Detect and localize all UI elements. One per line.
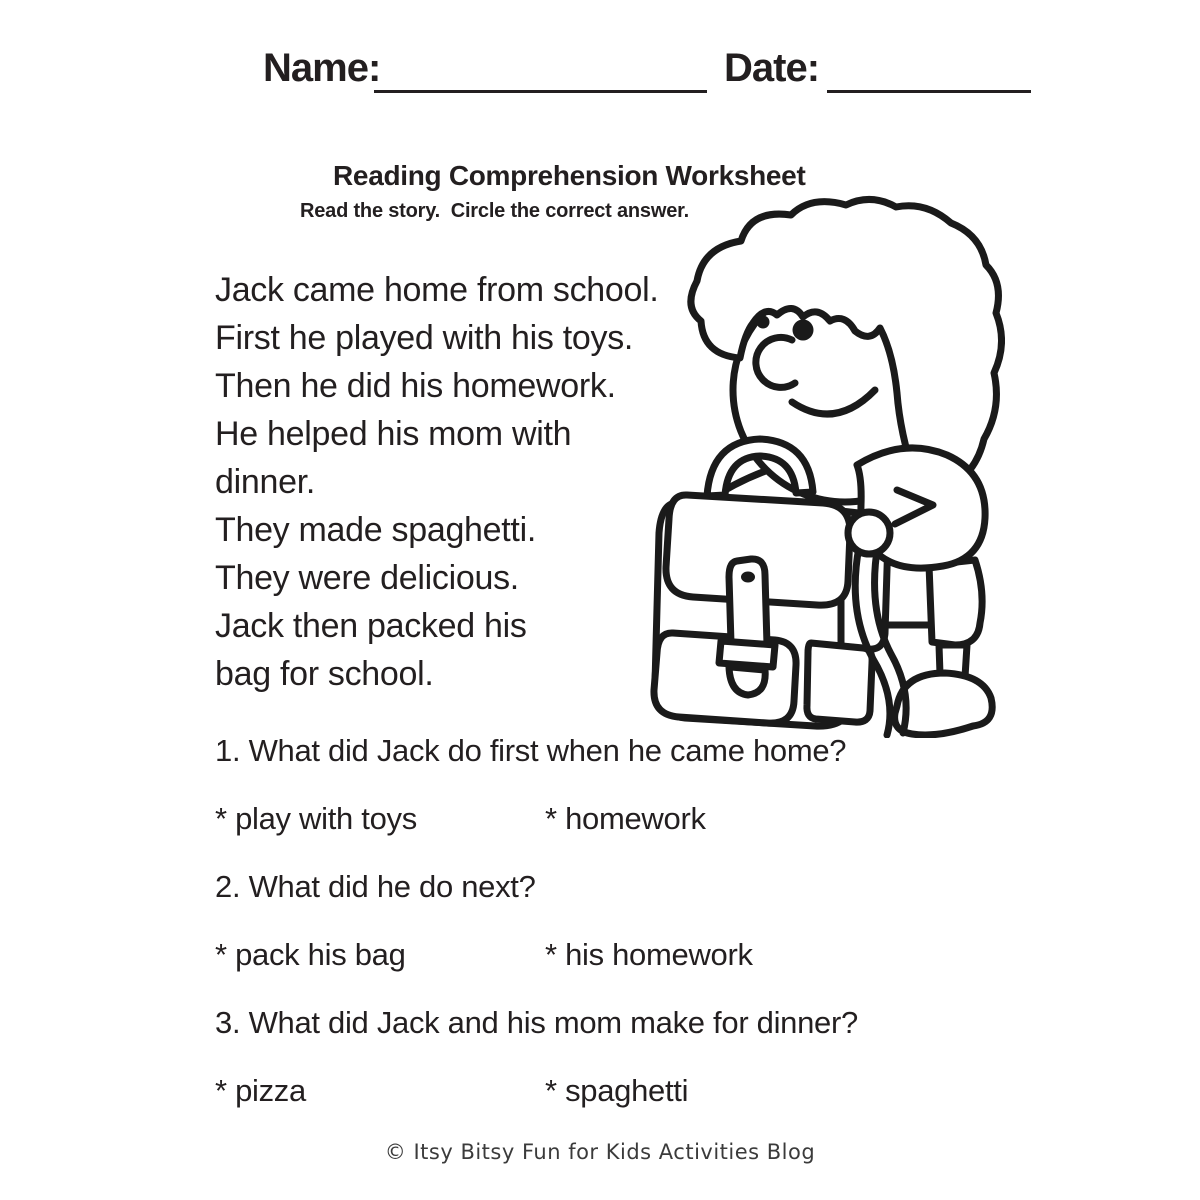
story-line: Then he did his homework. (215, 367, 616, 405)
question-2: 2. What did he do next? (215, 869, 536, 904)
backpack-front-panel (807, 643, 872, 722)
question-3-option-b[interactable]: * spaghetti (545, 1073, 689, 1108)
story-line: First he played with his toys. (215, 319, 634, 357)
backpack-strap-tip (729, 667, 765, 695)
worksheet-instructions: Read the story. Circle the correct answer. (300, 200, 689, 222)
name-fill-line[interactable] (374, 52, 707, 93)
question-3: 3. What did Jack and his mom make for dinner? (215, 1005, 858, 1040)
story-line: They made spaghetti. (215, 511, 536, 549)
story-line: They were delicious. (215, 559, 519, 597)
story-line: Jack then packed his (215, 607, 527, 645)
story-line: dinner. (215, 463, 315, 501)
boy-knee (929, 560, 982, 645)
backpack-buckle (719, 641, 775, 667)
date-label: Date: (724, 46, 820, 90)
question-1-option-a[interactable]: * play with toys (215, 801, 417, 836)
boy-eye-right (793, 320, 814, 341)
story-line: He helped his mom with (215, 415, 572, 453)
boy-fist (848, 512, 890, 554)
date-fill-line[interactable] (827, 52, 1031, 93)
boy-with-backpack-illustration (645, 193, 1005, 738)
name-label: Name: (263, 46, 381, 90)
question-1: 1. What did Jack do first when he came home? (215, 733, 847, 768)
question-1-option-b[interactable]: * homework (545, 801, 706, 836)
footer-credit: © Itsy Bitsy Fun for Kids Activities Blog (384, 1140, 816, 1164)
story-line: Jack came home from school. (215, 271, 659, 309)
question-2-option-b[interactable]: * his homework (545, 937, 753, 972)
question-3-option-a[interactable]: * pizza (215, 1073, 306, 1108)
story-line: bag for school. (215, 655, 434, 693)
question-2-option-a[interactable]: * pack his bag (215, 937, 406, 972)
worksheet-title: Reading Comprehension Worksheet (333, 160, 806, 191)
backpack-strap-hole (741, 572, 755, 583)
boy-eye-left (757, 316, 770, 329)
